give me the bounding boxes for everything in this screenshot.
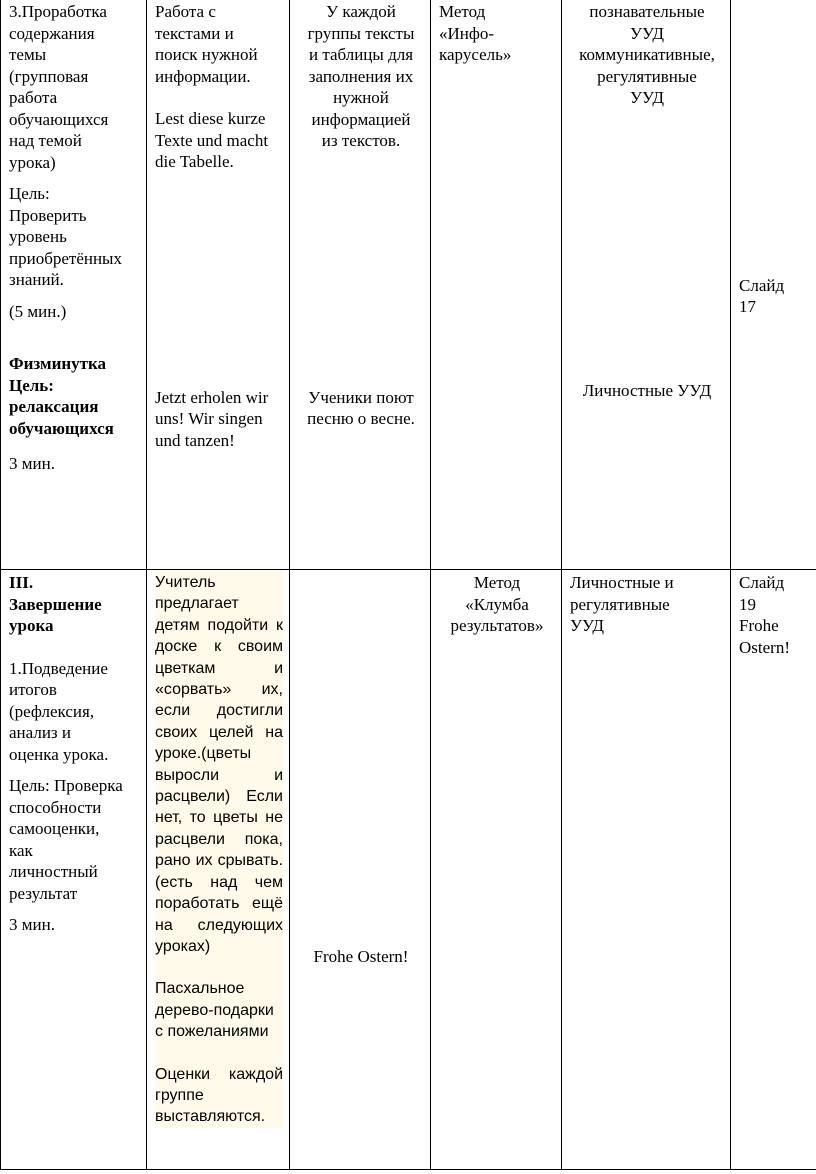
- teacher-line: Работа с: [155, 2, 216, 21]
- students-cell: [290, 0, 431, 570]
- stage-sub-line: 1.Подведение: [9, 658, 108, 678]
- slide-line: Frohe: [739, 616, 779, 635]
- stage-sub-line: (рефлексия,: [9, 701, 95, 721]
- stage-sub-line: оценка урока.: [9, 744, 109, 764]
- teacher-line: Jetzt erholen wir: [155, 387, 269, 407]
- uud-line: УУД: [570, 616, 604, 635]
- students-cell: [290, 570, 431, 1170]
- stage-title-line: темы: [9, 45, 47, 64]
- pause-title-line: обучающихся: [9, 418, 114, 438]
- stage-title-line: работа: [9, 88, 58, 107]
- teacher-cell: [147, 570, 290, 1170]
- slide-line: Слайд: [739, 275, 785, 295]
- stage-time: (5 мин.): [9, 301, 67, 321]
- uud-line: регулятивные: [570, 594, 670, 614]
- stage-goal-line: знаний.: [9, 270, 64, 289]
- pause-time: 3 мин.: [9, 454, 55, 473]
- uud-cell: [562, 0, 731, 570]
- stage-title-line: над темой: [9, 131, 82, 150]
- slide-line: 19: [739, 594, 756, 614]
- stage-goal-line: приобретённых: [9, 248, 122, 268]
- method-line: Метод: [439, 2, 486, 21]
- stage-title-line: содержания: [9, 23, 95, 43]
- students-line: заполнения их: [308, 66, 414, 86]
- teacher-cell: [147, 0, 290, 570]
- method-line: карусель»: [439, 45, 512, 64]
- stage-title-line: (групповая: [9, 66, 89, 86]
- stage-title-line: 3.Проработка: [9, 2, 107, 21]
- teacher-line: информации.: [155, 66, 251, 86]
- stage-title-line: Завершение: [9, 594, 102, 614]
- method-line: «Инфо-: [439, 23, 495, 43]
- stage-time: 3 мин.: [9, 915, 55, 934]
- pause-title-line: Физминутка: [9, 354, 107, 373]
- pause-title-line: Цель:: [9, 375, 54, 395]
- students-line: нужной: [333, 88, 389, 107]
- uud-line: УУД: [630, 23, 664, 43]
- teacher-line: Texte und macht: [155, 130, 269, 150]
- stage-goal-line: уровень: [9, 227, 67, 246]
- stage-title-line: урока): [9, 152, 56, 172]
- uud-line: коммуникативные,: [579, 45, 715, 64]
- method-line: результатов»: [450, 616, 544, 635]
- teacher-line: Lest diese kurze: [155, 109, 266, 128]
- students-line: песню о весне.: [307, 409, 415, 428]
- stage-cell: [1, 570, 147, 1170]
- students-line: Ученики поют: [308, 387, 414, 407]
- teacher-paragraph: Пасхальное дерево-подарки с пожеланиями: [155, 980, 274, 1041]
- teacher-paragraph: Учитель предлагает детям подойти к доске к своим цветкам и «сорвать» их, если достигли своих целей на уроке.(цветы выросли и расцвели) Если нет, то цветы не расцвели пока, рано их срывать.(есть над чем поработать ещё на следующих уроках): [155, 574, 283, 955]
- students-line: группы тексты: [307, 23, 415, 43]
- students-line: из текстов.: [321, 131, 401, 150]
- stage-goal-line: Цель: Проверка: [9, 776, 123, 795]
- stage-goal-line: способности: [9, 797, 102, 817]
- teacher-line: uns! Wir singen: [155, 409, 263, 428]
- teacher-line: поиск нужной: [155, 45, 258, 64]
- method-cell: [431, 570, 562, 1170]
- table-row: [1, 570, 816, 1170]
- teacher-line: die Tabelle.: [155, 152, 234, 171]
- stage-title-line: урока: [9, 616, 54, 635]
- uud-line: познавательные: [589, 2, 705, 21]
- stage-goal-line: Цель:: [9, 184, 50, 203]
- stage-goal-line: личностный: [9, 862, 98, 881]
- stage-title-line: обучающихся: [9, 109, 109, 129]
- slide-line: Слайд: [739, 573, 785, 592]
- slide-cell: [731, 570, 816, 1170]
- stage-goal-line: как: [9, 840, 33, 860]
- method-line: «Клумба: [465, 594, 529, 614]
- method-cell: [431, 0, 562, 570]
- slide-line: Ostern!: [739, 637, 790, 657]
- stage-cell: [1, 0, 147, 570]
- students-line: Frohe Ostern!: [313, 946, 409, 966]
- slide-cell: [731, 0, 816, 570]
- uud-line: Личностные и: [570, 573, 674, 592]
- teacher-paragraph: Оценки каждой группе выставляются.: [155, 1065, 283, 1126]
- slide-line: 17: [739, 297, 756, 316]
- stage-goal-line: результат: [9, 883, 78, 903]
- stage-goal-line: самооценки,: [9, 819, 100, 838]
- students-line: У каждой: [326, 2, 396, 21]
- stage-goal-line: Проверить: [9, 205, 87, 225]
- pause-title-line: релаксация: [9, 397, 99, 416]
- teacher-line: und tanzen!: [155, 430, 235, 450]
- teacher-line: текстами и: [155, 23, 234, 43]
- students-line: информацией: [311, 109, 411, 129]
- uud-line: регулятивные: [597, 66, 697, 86]
- uud-line: УУД: [630, 88, 664, 107]
- stage-sub-line: анализ и: [9, 723, 71, 742]
- students-line: и таблицы для: [308, 45, 414, 64]
- stage-title-line: III.: [9, 573, 34, 592]
- uud-line: Личностные УУД: [582, 380, 712, 400]
- stage-sub-line: итогов: [9, 680, 57, 699]
- table-row: [1, 0, 816, 570]
- method-line: Метод: [473, 573, 521, 592]
- uud-cell: [562, 570, 731, 1170]
